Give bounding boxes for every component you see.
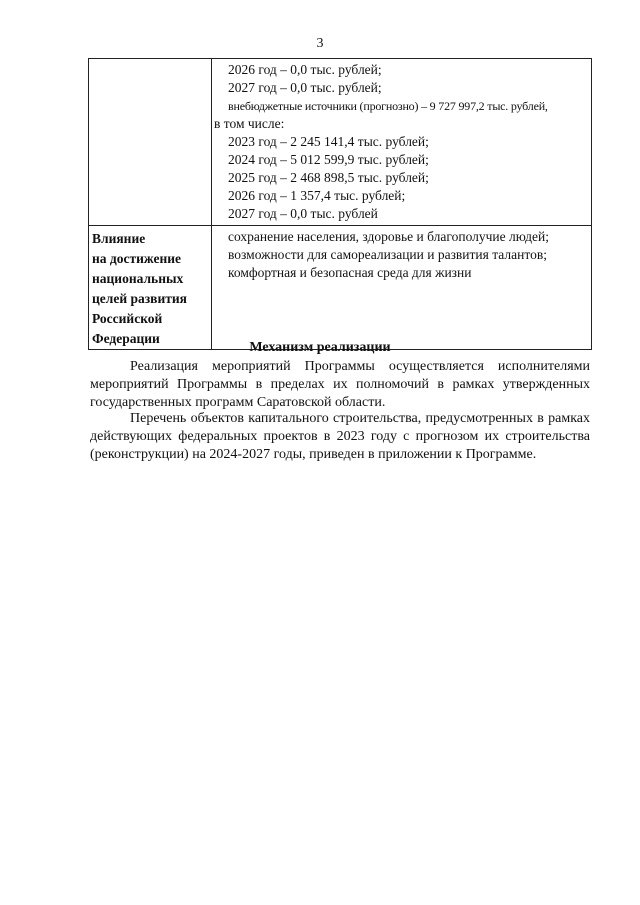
page-number: 3 xyxy=(316,36,324,51)
paragraph-construction-objects xyxy=(90,410,590,464)
impact-label-line: целей развития xyxy=(92,291,187,306)
funding-line: внебюджетные источники (прогнозно) – 9 727 997,2 тыс. рублей, xyxy=(228,99,548,113)
funding-line: 2023 год – 2 245 141,4 тыс. рублей; xyxy=(228,134,429,149)
funding-line: 2027 год – 0,0 тыс. рублей xyxy=(228,206,378,221)
funding-line: 2027 год – 0,0 тыс. рублей; xyxy=(228,80,382,95)
table-row-impact xyxy=(89,226,592,350)
impact-label-line: национальных xyxy=(92,271,184,286)
impact-value-line: возможности для самореализации и развития талантов; xyxy=(228,247,547,262)
impact-value-line: комфортная и безопасная среда для жизни xyxy=(228,265,472,280)
funding-line: 2026 год – 0,0 тыс. рублей; xyxy=(228,62,382,77)
impact-label-cell xyxy=(89,226,212,350)
funding-line: 2024 год – 5 012 599,9 тыс. рублей; xyxy=(228,152,429,167)
funding-line: в том числе: xyxy=(214,116,285,131)
paragraph-text: Перечень объектов капитального строительства, предусмотренных в рамках действующих федеральных проектов в 2023 году с прогнозом их строительства (реконструкции) на 2024-2027 годы, приведен в приложении к Программе. xyxy=(90,411,590,462)
impact-values-cell xyxy=(212,226,592,350)
funding-values-cell xyxy=(212,59,592,226)
paragraph-implementation xyxy=(90,358,590,412)
impact-label-line: Российской xyxy=(92,311,163,326)
table-cell-empty-label xyxy=(89,59,212,226)
funding-line: 2025 год – 2 468 898,5 тыс. рублей; xyxy=(228,170,429,185)
funding-line: 2026 год – 1 357,4 тыс. рублей; xyxy=(228,188,406,203)
impact-label-line: Федерации xyxy=(92,331,160,346)
paragraph-text: Реализация мероприятий Программы осуществляется исполнителями мероприятий Программы в пределах их полномочий в рамках утвержденных государственных программ Саратовской области. xyxy=(90,359,590,410)
impact-label-line: на достижение xyxy=(92,251,182,266)
table-row-funding xyxy=(89,59,592,226)
impact-label-line: Влияние xyxy=(92,231,146,246)
impact-value-line: сохранение населения, здоровье и благополучие людей; xyxy=(228,229,549,244)
program-passport-table xyxy=(88,58,592,350)
section-title: Механизм реализации xyxy=(249,340,391,355)
